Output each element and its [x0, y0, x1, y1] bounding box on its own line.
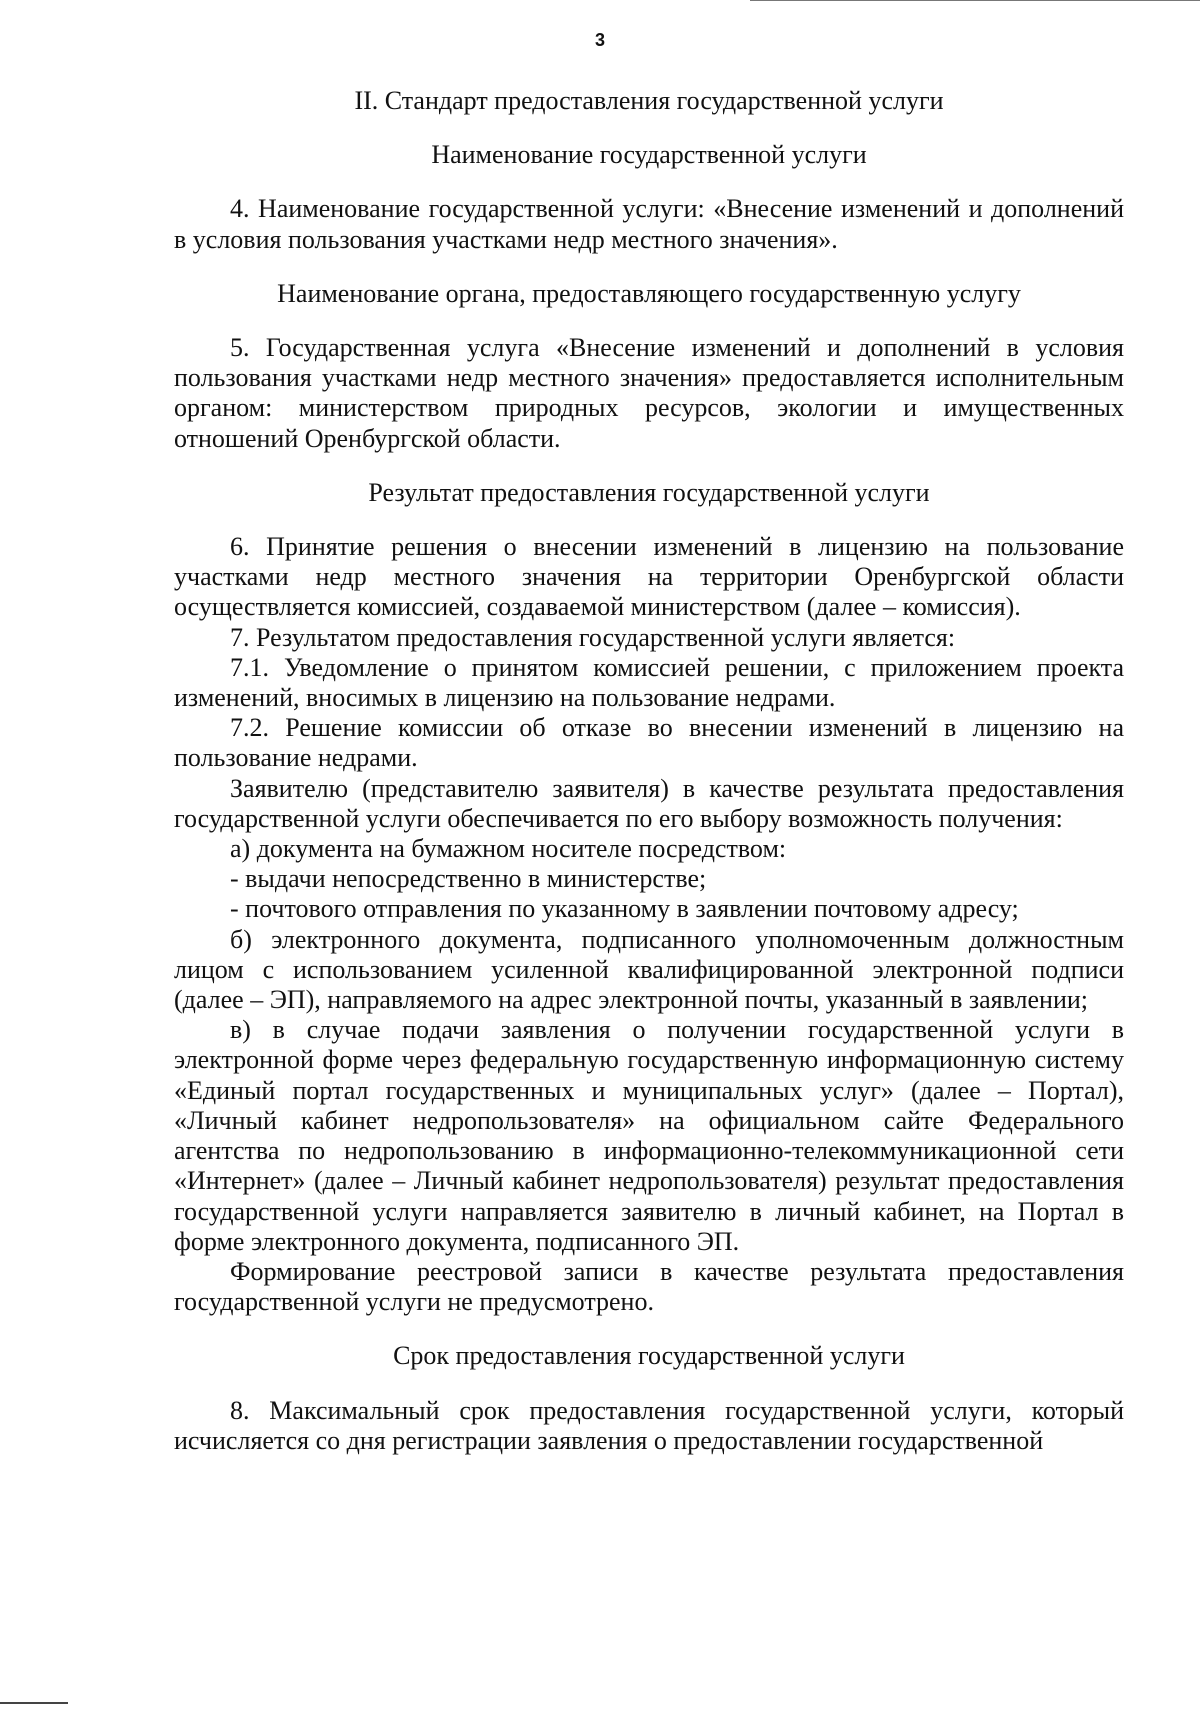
heading-result: Результат предоставления государственной услуги [368, 477, 930, 507]
paragraph-7: 7. Результатом предоставления государственной услуги является: [230, 622, 956, 652]
paragraph-applicant: Заявителю (представителю заявителя) в качестве результата предоставления государственной услуги обеспечивается по его выбору возможность получения: [174, 773, 1124, 833]
section-title: II. Стандарт предоставления государственной услуги [354, 86, 944, 115]
paragraph-8: 8. Максимальный срок предоставления государственной услуги, который исчисляется со дня регистрации заявления о предоставлении государственной [174, 1395, 1124, 1455]
bottom-edge-rule [0, 1702, 68, 1704]
heading-service-name: Наименование государственной услуги [431, 140, 867, 170]
paragraph-4: 4. Наименование государственной услуги: «Внесение изменений и дополнений в условия пользования участками недр местного значения». [174, 194, 1124, 254]
paragraph-a: а) документа на бумажном носителе посредством: [230, 834, 787, 864]
paragraph-a-item-1: - выдачи непосредственно в министерстве; [230, 864, 707, 894]
paragraph-7-1: 7.1. Уведомление о принятом комиссией решении, с приложением проекта изменений, вносимых в лицензию на пользование недрами. [174, 652, 1124, 713]
paragraph-v: в) в случае подачи заявления о получении государственной услуги в электронной форме через федеральную государственную информационную систему «Единый портал государственных и муниципальных услуг» (далее – Портал), «Личный кабинет недропользователя» на официальном сайте Федерального агентства по недропользованию в информационно-телекоммуникационной сети «Интернет» (далее – Личный кабинет недропользователя) результат предоставления государственной услуги направляется заявителю в личный кабинет, на Портал в форме электронного документа, подписанного ЭП. [174, 1015, 1124, 1256]
document-body [174, 86, 1124, 1456]
heading-term: Срок предоставления государственной услуги [393, 1341, 905, 1371]
page-number: 3 [594, 30, 605, 50]
paragraph-6: 6. Принятие решения о внесении изменений в лицензию на пользование участками недр местного значения на территории Оренбургской области осуществляется комиссией, создаваемой министерством (далее – комиссия). [174, 532, 1124, 622]
heading-authority: Наименование органа, предоставляющего государственную услугу [277, 278, 1021, 308]
paragraph-b: б) электронного документа, подписанного уполномоченным должностным лицом с использованием усиленной квалифицированной электронной подписи (далее – ЭП), направляемого на адрес электронной почты, указанный в заявлении; [174, 924, 1124, 1015]
top-edge-rule [750, 0, 1200, 1]
paragraph-a-item-2: - почтового отправления по указанному в заявлении почтовому адресу; [230, 894, 1019, 924]
paragraph-5: 5. Государственная услуга «Внесение изменений и дополнений в условия пользования участками недр местного значения» предоставляется исполнительным органом: министерством природных ресурсов, экологии и имущественных отношений Оренбургской области. [174, 333, 1124, 453]
paragraph-registry: Формирование реестровой записи в качестве результата предоставления государственной услуги не предусмотрено. [174, 1256, 1124, 1317]
paragraph-7-2: 7.2. Решение комиссии об отказе во внесении изменений в лицензию на пользование недрами. [174, 713, 1124, 773]
